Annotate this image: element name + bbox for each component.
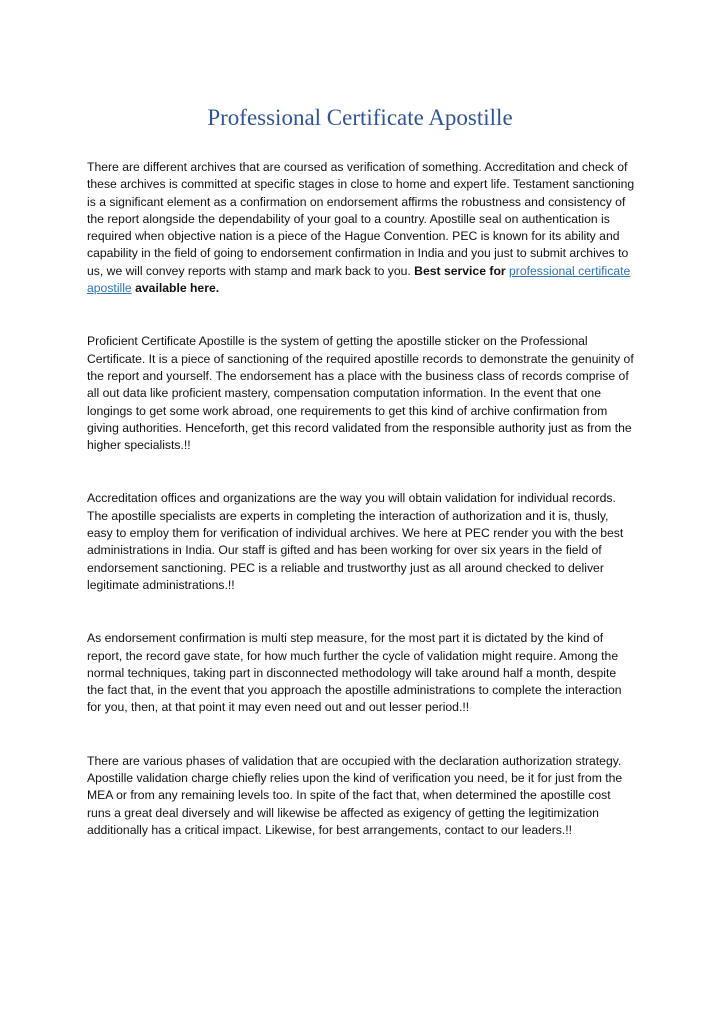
paragraph-1 xyxy=(87,159,635,297)
paragraph-2: Proficient Certificate Apostille is the system of getting the apostille sticker on the Professional Certificate. It is a piece of sanctioning of the required apostille records to demonstrate the genuinity of the report and yourself. The endorsement has a place with the business class of records comprise of all out data like proficient mastery, compensation computation information. In the event that one longings to get some work abroad, one requirements to get this kind of archive confirmation from giving authorities. Henceforth, get this record validated from the responsible authority just as from the higher specialists.!! xyxy=(87,334,634,453)
paragraph-1-bold-lead: Best service for xyxy=(414,263,506,278)
paragraph-3: Accreditation offices and organizations are the way you will obtain validation for individual records. The apostille specialists are experts in completing the interaction of authorization and it is, thusly, easy to employ them for verification of individual archives. We here at PEC render you with the best administrations in India. Our staff is gifted and has been working for over six years in the field of endorsement sanctioning. PEC is a reliable and trustworthy just as all around checked to deliver legitimate administrations.!! xyxy=(87,491,624,592)
page-title: Professional Certificate Apostille xyxy=(207,105,513,130)
paragraph-5: There are various phases of validation that are occupied with the declaration authorization strategy. Apostille validation charge chiefly relies upon the kind of verification you need, be it for just from the MEA or from any remaining levels too. In spite of the fact that, when determined the apostille cost runs a great deal diversely and will likewise be affected as exigency of getting the legitimization additionally has a critical impact. Likewise, for best arrangements, contact to our leaders.!! xyxy=(87,753,623,837)
paragraph-1-bold-tail: available here. xyxy=(135,281,220,296)
paragraph-1-text: There are different archives that are coursed as verification of something. Accreditation and check of these archives is committed at specific stages in close to home and expert life. Testament sanctioning is a significant element as a confirmation on endorsement affirms the robustness and consistency of the report alongside the dependability of your goal to a country. Apostille seal on authentication is required when objective nation is a piece of the Hague Convention. PEC is known for its ability and capability in the field of going to endorsement confirmation in India and you just to submit archives to us, we will convey reports with stamp and mark back to you. xyxy=(87,160,635,278)
paragraph-4: As endorsement confirmation is multi step measure, for the most part it is dictated by the kind of report, the record gave state, for how much further the cycle of validation might require. Among the normal techniques, taking part in disconnected methodology will take around half a month, despite the fact that, in the event that you approach the apostille administrations to complete the interaction for you, then, at that point it may even need out and out lesser period.!! xyxy=(87,631,622,715)
professional-certificate-apostille-link[interactable]: professional certificate apostille xyxy=(87,263,631,296)
document-body xyxy=(87,159,635,839)
